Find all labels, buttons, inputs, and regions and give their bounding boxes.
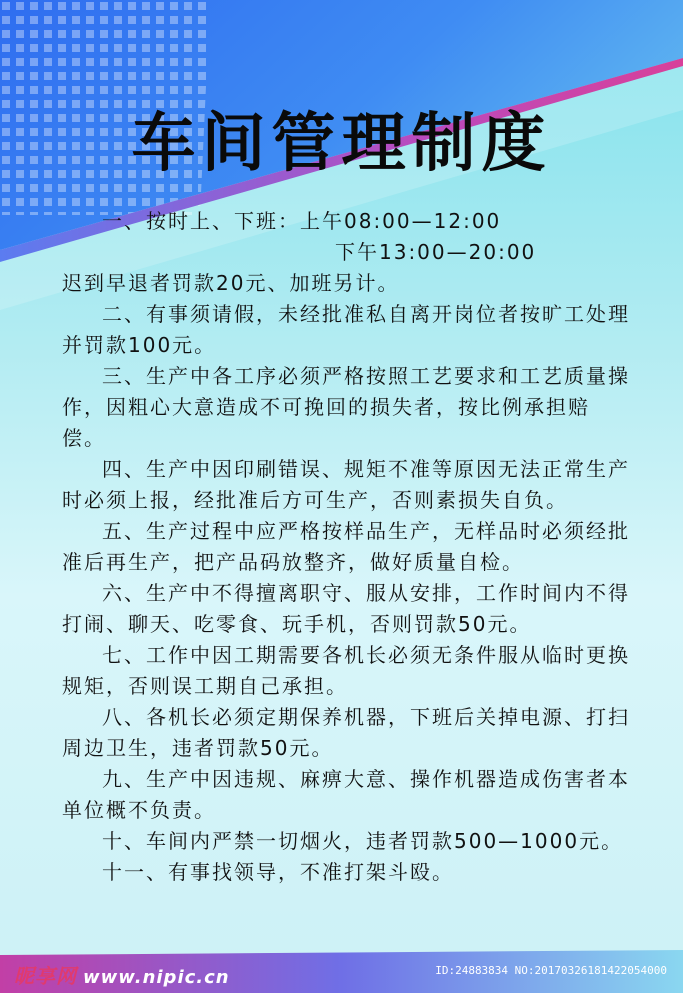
rule-5: 五、生产过程中应严格按样品生产，无样品时必须经批准后再生产，把产品码放整齐，做好质量自检。 <box>62 519 630 574</box>
rules-list <box>62 206 632 888</box>
rule-4: 四、生产中因印刷错误、规矩不准等原因无法正常生产时必须上报，经批准后方可生产，否则素损失自负。 <box>62 457 630 512</box>
rule-6: 六、生产中不得擅离职守、服从安排，工作时间内不得打闹、聊天、吃零食、玩手机，否则罚款50元。 <box>62 581 630 636</box>
rule-8: 八、各机长必须定期保养机器，下班后关掉电源、打扫周边卫生，违者罚款50元。 <box>62 705 630 760</box>
rule-1-line-2: 下午13:00—20:00 <box>335 240 537 264</box>
rule-9: 九、生产中因违规、麻痹大意、操作机器造成伤害者本单位概不负责。 <box>62 767 630 822</box>
rule-11: 十一、有事找领导，不准打架斗殴。 <box>102 860 454 884</box>
rule-1-line-3: 迟到早退者罚款20元、加班另计。 <box>62 271 400 295</box>
watermark-id: ID:24883834 NO:20170326181422054000 <box>435 964 667 977</box>
watermark-logo-text: 昵享网 <box>14 964 77 988</box>
rule-10: 十、车间内严禁一切烟火，违者罚款500—1000元。 <box>102 829 624 853</box>
watermark-logo <box>14 960 230 989</box>
rule-2: 二、有事须请假，未经批准私自离开岗位者按旷工处理并罚款100元。 <box>62 302 630 357</box>
rule-3: 三、生产中各工序必须严格按照工艺要求和工艺质量操作，因粗心大意造成不可挽回的损失者，按比例承担赔偿。 <box>62 364 630 450</box>
rule-7: 七、工作中因工期需要各机长必须无条件服从临时更换规矩，否则误工期自己承担。 <box>62 643 630 698</box>
page-title: 车间管理制度 <box>131 107 552 181</box>
watermark-url: www.nipic.cn <box>83 967 230 988</box>
rule-1-line-1: 一、按时上、下班：上午08:00—12:00 <box>102 209 502 233</box>
